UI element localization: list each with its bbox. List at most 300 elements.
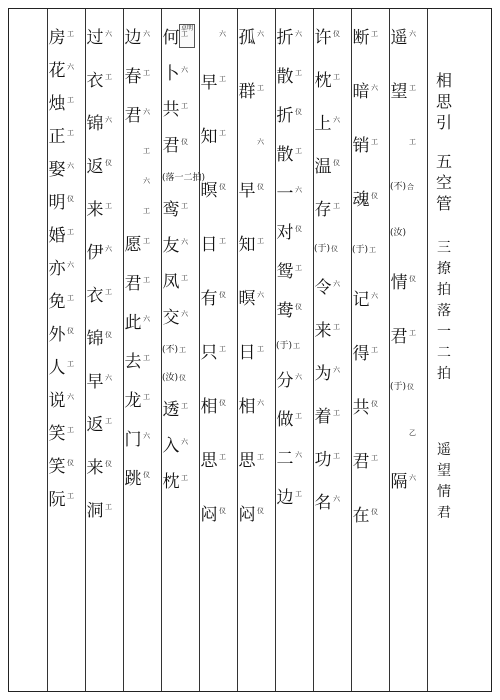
notation-mark: 仪 <box>333 30 340 38</box>
lyric-char: 笑 <box>48 457 66 477</box>
notation-mark: 六 <box>143 30 150 38</box>
notation-mark: 工 <box>105 73 112 81</box>
notation-mark: 工 <box>295 412 302 420</box>
score-cell <box>238 30 264 47</box>
lyric-char: (汝) <box>390 228 407 238</box>
lyric-char: 锦 <box>86 114 104 134</box>
score-cell <box>314 366 340 383</box>
score-cell <box>48 162 74 179</box>
score-cell <box>314 452 340 469</box>
score-cell <box>314 245 338 254</box>
lyric-char: 相 <box>238 397 256 417</box>
lyric-char: 分 <box>276 371 294 391</box>
notation-mark: 六 <box>67 63 74 71</box>
notation-mark: 工 <box>371 454 378 462</box>
lyric-char: 君 <box>124 106 142 126</box>
score-cell <box>162 102 188 119</box>
lyric-char: (于) <box>352 245 369 255</box>
score-cell <box>314 495 340 512</box>
notation-mark: 六 <box>257 30 264 38</box>
score-cell <box>238 183 264 200</box>
lyric-char: 隔 <box>390 472 408 492</box>
score-cell <box>390 229 407 238</box>
score-cell <box>314 116 340 133</box>
notation-mark: 工 <box>67 96 74 104</box>
lyric-char: 鸳 <box>276 262 294 282</box>
notation-mark: 仪 <box>105 460 112 468</box>
score-cell <box>124 147 150 155</box>
notation-mark: 六 <box>409 30 416 38</box>
score-cell <box>162 438 188 455</box>
notation-mark: 六 <box>219 30 226 38</box>
score-cell <box>314 159 340 176</box>
lyric-char: 早 <box>238 181 256 201</box>
score-cell <box>238 507 264 524</box>
score-cell <box>48 195 74 212</box>
notation-mark: 合 <box>407 183 415 191</box>
lyric-char: 衣 <box>86 71 104 91</box>
lyric-char: 群 <box>238 82 256 102</box>
lyric-char: 此 <box>124 313 142 333</box>
score-cell <box>86 460 112 477</box>
score-cell <box>86 116 112 133</box>
notation-mark: 工 <box>219 129 226 137</box>
notation-mark: 工 <box>295 264 302 272</box>
notation-mark: 六 <box>67 393 74 401</box>
lyric-char: 正 <box>48 127 66 147</box>
notation-mark: 仪 <box>67 459 74 467</box>
notation-mark: 六 <box>295 186 302 194</box>
score-cell <box>276 264 302 281</box>
score-cell <box>352 454 378 471</box>
notation-mark: 六 <box>143 315 150 323</box>
lyric-char: 阮 <box>48 490 66 510</box>
lyric-char: 娶 <box>48 160 66 180</box>
lyric-title-column <box>437 440 451 524</box>
notation-mark: 乙 <box>409 429 416 437</box>
lyric-char: 早 <box>200 73 218 93</box>
lyric-char: 销 <box>352 136 370 156</box>
notation-mark: 工 <box>371 138 378 146</box>
score-cell <box>276 373 302 390</box>
lyric-char: 做 <box>276 410 294 430</box>
lyric-char: 遥 <box>390 28 408 48</box>
lyric-char: 名 <box>314 493 332 513</box>
notation-mark: 工 <box>67 30 74 38</box>
lyric-char: 笑 <box>48 424 66 444</box>
lyric-char: 相 <box>200 397 218 417</box>
lyric-char: 有 <box>200 289 218 309</box>
score-cell <box>48 360 74 377</box>
lyric-char: 透 <box>162 400 180 420</box>
notation-mark: 六 <box>371 84 378 92</box>
score-cell <box>48 129 74 146</box>
score-cell <box>86 503 112 520</box>
score-cell <box>124 276 150 293</box>
score-cell <box>124 471 150 488</box>
score-cell <box>276 451 302 468</box>
notation-mark: 工 <box>257 345 264 353</box>
lyric-char: 暝 <box>238 289 256 309</box>
score-cell <box>86 417 112 434</box>
lyric-char: 上 <box>314 114 332 134</box>
lyric-char: 来 <box>86 458 104 478</box>
lyric-char: 烛 <box>48 94 66 114</box>
notation-mark: 工 <box>181 202 188 210</box>
notation-mark: 工 <box>181 402 188 410</box>
title-column <box>436 70 452 214</box>
lyric-char: 情 <box>390 273 408 293</box>
lyric-char: 望 <box>390 82 408 102</box>
score-cell <box>48 459 74 476</box>
score-cell <box>162 474 188 491</box>
score-column <box>390 30 416 694</box>
score-cell <box>124 108 150 125</box>
lyric-char: 闷 <box>238 505 256 525</box>
lyric-char: 散 <box>276 67 294 87</box>
notation-mark: 仪 <box>331 245 339 253</box>
lyric-char: 君 <box>352 452 370 472</box>
score-cell <box>48 30 74 47</box>
lyric-char: 免 <box>48 292 66 312</box>
score-column <box>162 30 206 694</box>
lyric-char: 说 <box>48 391 66 411</box>
score-cell <box>124 315 150 332</box>
lyric-char: 功 <box>314 450 332 470</box>
notation-mark: 工 <box>333 202 340 210</box>
lyric-char: 二 <box>276 449 294 469</box>
lyric-char: 门 <box>124 430 142 450</box>
score-cell <box>124 432 150 449</box>
lyric-char: 折 <box>276 28 294 48</box>
lyric-char: 暗 <box>352 82 370 102</box>
score-column <box>352 30 378 694</box>
score-column <box>238 30 264 694</box>
notation-mark: 仪 <box>219 507 226 515</box>
notation-mark: 六 <box>181 438 188 446</box>
notation-mark: 工 <box>143 354 150 362</box>
notation-mark: 仪 <box>143 471 150 479</box>
notation-mark: 仪 <box>67 195 74 203</box>
notation-mark: 六 <box>143 432 150 440</box>
notation-mark: 工 <box>257 84 264 92</box>
score-cell <box>390 474 416 491</box>
notation-mark: 工 <box>179 346 187 354</box>
lyric-char: 知 <box>200 127 218 147</box>
score-cell <box>276 412 302 429</box>
lyric-char: 入 <box>162 436 180 456</box>
score-cell <box>390 138 416 146</box>
lyric-char: 去 <box>124 352 142 372</box>
score-cell <box>238 399 264 416</box>
notation-mark: 六 <box>333 280 340 288</box>
notation-mark: 仪 <box>219 399 226 407</box>
lyric-char: (落一二拍) <box>162 173 206 183</box>
score-cell <box>390 329 416 346</box>
lyric-char: 外 <box>48 325 66 345</box>
notation-mark: 工 <box>219 345 226 353</box>
notation-mark: 仪 <box>371 192 378 200</box>
lyric-char: (于) <box>276 341 293 351</box>
score-cell <box>314 280 340 297</box>
lyric-char: 来 <box>314 321 332 341</box>
notation-mark: 仪 <box>179 374 187 382</box>
lyric-char: 边 <box>124 28 142 48</box>
lyric-char: 婚 <box>48 226 66 246</box>
lyric-char: 交 <box>162 308 180 328</box>
notation-mark: 六 <box>105 374 112 382</box>
notation-mark: 六 <box>257 291 264 299</box>
notation-mark: 工 <box>295 69 302 77</box>
notation-mark: 六 <box>409 474 416 482</box>
score-cell <box>390 383 414 392</box>
score-cell <box>86 331 112 348</box>
score-cell <box>48 426 74 443</box>
score-cell <box>314 30 340 47</box>
score-cell <box>238 138 264 146</box>
notation-mark: 工 <box>143 393 150 401</box>
score-cell <box>48 492 74 509</box>
lyric-char: 春 <box>124 67 142 87</box>
lyric-char: 君 <box>390 327 408 347</box>
notation-mark: 六 <box>295 373 302 381</box>
lyric-char: 花 <box>48 61 66 81</box>
score-cell <box>162 202 188 219</box>
score-cell <box>314 409 340 426</box>
score-cell <box>48 96 74 113</box>
lyric-char: 跳 <box>124 469 142 489</box>
score-cell <box>390 84 416 101</box>
lyric-char: 卜 <box>162 64 180 84</box>
notation-mark: 仪 <box>295 108 302 116</box>
notation-mark: 工 <box>181 30 188 38</box>
score-cell <box>162 238 188 255</box>
notation-mark: 工 <box>409 329 416 337</box>
score-column <box>314 30 340 694</box>
lyric-char: 魂 <box>352 190 370 210</box>
lyric-char: 返 <box>86 415 104 435</box>
score-cell <box>352 246 376 255</box>
score-cell <box>276 490 302 507</box>
score-cell <box>124 69 150 86</box>
score-cell <box>86 202 112 219</box>
score-cell <box>276 30 302 47</box>
lyric-char: 锦 <box>86 329 104 349</box>
meter: 三 撩 拍 落 一 二 拍 <box>437 240 451 382</box>
notation-mark: 六 <box>333 116 340 124</box>
score-cell <box>314 202 340 219</box>
notation-mark: 六 <box>67 261 74 269</box>
score-cell <box>276 69 302 86</box>
lyric-char: 日 <box>200 235 218 255</box>
notation-mark: 工 <box>67 426 74 434</box>
lyric-char: 边 <box>276 488 294 508</box>
score-cell <box>352 84 378 101</box>
lyric-char: 枕 <box>314 71 332 91</box>
notation-mark: 仪 <box>105 159 112 167</box>
stamp: 卓明 <box>179 24 195 48</box>
notation-mark: 工 <box>67 294 74 302</box>
notation-mark: 六 <box>257 138 264 146</box>
notation-mark: 六 <box>181 238 188 246</box>
lyric-char: 存 <box>314 200 332 220</box>
notation-mark: 仪 <box>257 507 264 515</box>
score-cell <box>238 453 264 470</box>
meter-column <box>437 238 451 385</box>
score-cell <box>86 374 112 391</box>
notation-mark: 工 <box>143 147 150 155</box>
lyric-char: 返 <box>86 157 104 177</box>
lyric-char: 折 <box>276 106 294 126</box>
lyric-char: (不) <box>162 345 179 355</box>
notation-mark: 工 <box>257 237 264 245</box>
lyric-char: (于) <box>314 244 331 254</box>
lyric-char: 愿 <box>124 235 142 255</box>
notation-mark: 工 <box>333 73 340 81</box>
notation-mark: 工 <box>143 237 150 245</box>
lyric-char: 温 <box>314 157 332 177</box>
lyric-char: 早 <box>86 372 104 392</box>
notation-mark: 仪 <box>407 383 415 391</box>
lyric-char: (于) <box>390 382 407 392</box>
lyric-char: (汝) <box>162 373 179 383</box>
notation-mark: 六 <box>105 245 112 253</box>
score-cell <box>276 225 302 242</box>
score-cell <box>86 245 112 262</box>
notation-mark: 工 <box>181 102 188 110</box>
lyric-char: 君 <box>124 274 142 294</box>
lyric-char: 衣 <box>86 286 104 306</box>
score-cell <box>162 402 188 419</box>
score-cell <box>162 274 188 291</box>
lyric-char: 共 <box>352 398 370 418</box>
score-cell <box>390 429 416 437</box>
notation-mark: 仪 <box>371 400 378 408</box>
lyric-char: 为 <box>314 364 332 384</box>
notation-mark: 工 <box>105 417 112 425</box>
score-cell <box>162 346 186 355</box>
notation-mark: 工 <box>181 474 188 482</box>
notation-mark: 工 <box>67 129 74 137</box>
title: 相 思 引 <box>436 71 453 132</box>
score-cell <box>86 73 112 90</box>
lyric-char: 令 <box>314 278 332 298</box>
lyric-char: 友 <box>162 236 180 256</box>
score-cell <box>276 303 302 320</box>
score-cell <box>48 63 74 80</box>
score-cell <box>352 346 378 363</box>
score-cell <box>314 323 340 340</box>
notation-mark: 工 <box>257 453 264 461</box>
score-cell <box>48 261 74 278</box>
notation-mark: 仪 <box>181 138 188 146</box>
score-cell <box>352 192 378 209</box>
notation-mark: 工 <box>105 503 112 511</box>
lyric-char: 亦 <box>48 259 66 279</box>
notation-mark: 六 <box>143 177 150 185</box>
notation-mark: 仪 <box>295 303 302 311</box>
lyric-char: 洞 <box>86 501 104 521</box>
score-cell <box>162 310 188 327</box>
lyric-char: 孤 <box>238 28 256 48</box>
notation-mark: 工 <box>295 147 302 155</box>
score-cell <box>238 345 264 362</box>
notation-mark: 六 <box>105 30 112 38</box>
lyric-title: 遥 望 情 君 <box>437 442 451 521</box>
notation-mark: 工 <box>409 84 416 92</box>
score-cell <box>238 291 264 308</box>
score-cell <box>352 400 378 417</box>
notation-mark: 仪 <box>105 331 112 339</box>
notation-mark: 工 <box>105 202 112 210</box>
notation-mark: 六 <box>295 451 302 459</box>
notation-mark: 仪 <box>371 508 378 516</box>
lyric-char: 房 <box>48 28 66 48</box>
score-cell <box>48 294 74 311</box>
score-column <box>86 30 112 694</box>
notation-mark: 六 <box>371 292 378 300</box>
notation-mark: 仪 <box>295 225 302 233</box>
notation-mark: 工 <box>295 490 302 498</box>
notation-mark: 六 <box>333 366 340 374</box>
lyric-char: 何 <box>162 28 180 48</box>
lyric-char: 着 <box>314 407 332 427</box>
notation-mark: 工 <box>369 246 377 254</box>
lyric-char: 对 <box>276 223 294 243</box>
notation-mark: 工 <box>371 346 378 354</box>
lyric-char: 思 <box>200 451 218 471</box>
score-column <box>276 30 302 694</box>
score-cell <box>162 138 188 155</box>
lyric-char: 明 <box>48 193 66 213</box>
notation-mark: 工 <box>67 492 74 500</box>
lyric-char: 只 <box>200 343 218 363</box>
notation-mark: 工 <box>143 207 150 215</box>
score-cell <box>86 288 112 305</box>
lyric-char: 许 <box>314 28 332 48</box>
notation-mark: 工 <box>181 274 188 282</box>
lyric-char: 枕 <box>162 472 180 492</box>
lyric-char: 在 <box>352 506 370 526</box>
notation-mark: 工 <box>143 276 150 284</box>
score-cell <box>238 84 264 101</box>
score-cell <box>390 183 414 192</box>
notation-mark: 仪 <box>257 183 264 191</box>
notation-mark: 工 <box>333 452 340 460</box>
score-cell <box>276 186 302 203</box>
lyric-char: 断 <box>352 28 370 48</box>
score-cell <box>238 237 264 254</box>
notation-mark: 工 <box>409 138 416 146</box>
lyric-char: (不) <box>390 182 407 192</box>
notation-mark: 六 <box>105 116 112 124</box>
score-cell <box>162 174 206 183</box>
score-cell <box>276 342 300 351</box>
notation-mark: 工 <box>219 453 226 461</box>
notation-mark: 仪 <box>409 275 416 283</box>
score-cell <box>276 147 302 164</box>
score-cell <box>124 177 150 185</box>
lyric-char: 鸾 <box>162 200 180 220</box>
lyric-char: 君 <box>162 136 180 156</box>
notation-mark: 六 <box>295 30 302 38</box>
notation-mark: 工 <box>67 360 74 368</box>
notation-mark: 仪 <box>333 159 340 167</box>
notation-mark: 六 <box>67 162 74 170</box>
notation-mark: 工 <box>333 323 340 331</box>
notation-mark: 工 <box>293 342 301 350</box>
score-cell <box>124 207 150 215</box>
